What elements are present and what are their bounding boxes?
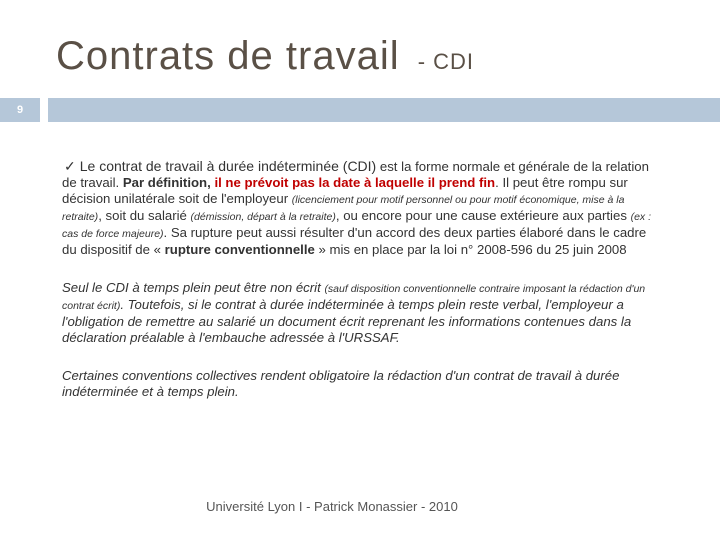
paragraph-cdi-definition <box>62 158 652 258</box>
header-bar <box>48 98 720 122</box>
slide-content <box>62 158 652 400</box>
small-note: (démission, départ à la retraite) <box>190 211 336 223</box>
slide-title-main: Contrats de travail <box>56 34 400 78</box>
page-number: 9 <box>16 104 24 116</box>
small-note: (ex : cas de force majeure) <box>62 211 652 240</box>
slide-footer: Université Lyon I - Patrick Monassier - 2010 <box>206 499 458 514</box>
highlight-text: il ne prévoit pas la date à laquelle il prend fin <box>214 175 496 190</box>
bold-text: Par définition, <box>122 175 215 190</box>
paragraph-collective-agreements <box>62 368 652 400</box>
text-segment: Certaines conventions collectives rendent obligatoire la rédaction d'un contrat de travail à durée indéterminée et à temps plein. <box>62 368 620 399</box>
text-segment: est la forme normale et générale de la relation de travail. <box>62 159 649 190</box>
slide-title <box>56 34 474 79</box>
slide-title-suffix: - CDI <box>417 49 475 74</box>
bold-text: rupture conventionnelle <box>164 242 315 257</box>
paragraph-written-contract <box>62 280 652 346</box>
text-segment: . Toutefois, si le contrat à durée indéterminée à temps plein reste verbal, l'employeur a l'obligation de remettre au salarié un document écrit reprenant les informations contenues dans la déclaration préalable à l'embauche adressée à l'URSSAF. <box>62 297 632 345</box>
checkmark-icon: ✓ <box>64 158 76 174</box>
text-segment: . Sa rupture peut aussi résulter d'un accord des deux parties élaboré dans le cadre du dispositif de « <box>62 225 647 257</box>
text-segment: , ou encore pour une cause extérieure aux parties <box>335 208 631 223</box>
small-note: (sauf disposition conventionnelle contraire imposant la rédaction d'un contrat écrit) <box>62 283 646 312</box>
text-segment: Seul le CDI à temps plein peut être non écrit <box>62 280 325 295</box>
text-segment: . Il peut être rompu sur décision unilatérale soit de l'employeur <box>62 175 628 206</box>
text-segment: , soit du salarié <box>98 208 191 223</box>
small-note: (licenciement pour motif personnel ou pour motif économique, mise à la retraite) <box>62 194 625 223</box>
text-segment: » mis en place par la loi n° 2008-596 du 25 juin 2008 <box>314 242 627 257</box>
page-number-box <box>0 98 40 122</box>
lead-text: Le contrat de travail à durée indéterminée (CDI) <box>79 158 377 174</box>
